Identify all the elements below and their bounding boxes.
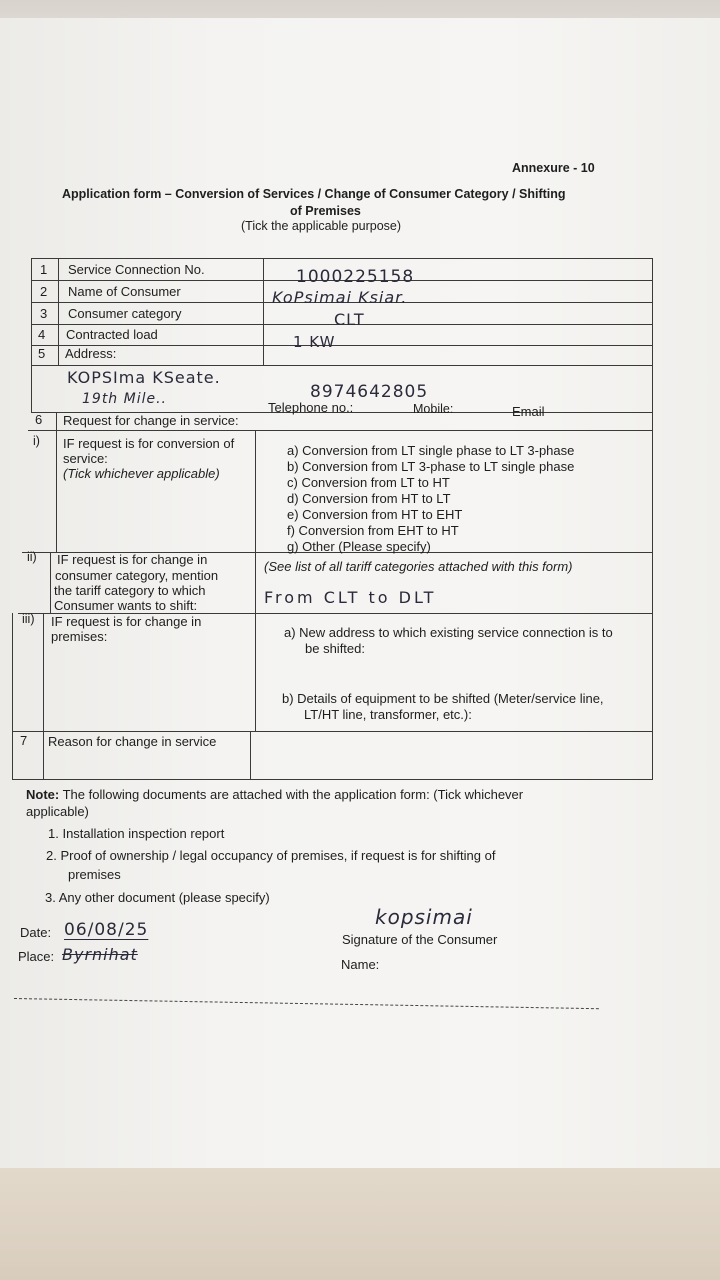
document-item-2: 2. Proof of ownership / legal occupancy of premises, if request is for shifting of bbox=[46, 848, 496, 863]
address-line-1: KOPSIma KSeate. bbox=[67, 368, 221, 387]
equipment-label: b) Details of equipment to be shifted (Meter/service line, bbox=[282, 691, 604, 706]
address-label: Address: bbox=[65, 346, 117, 361]
note-head: Note: bbox=[26, 787, 60, 802]
option-e[interactable]: e) Conversion from HT to EHT bbox=[287, 507, 463, 522]
new-address-label-2: be shifted: bbox=[305, 641, 365, 656]
date-label: Date: bbox=[20, 925, 52, 940]
consumer-name-label: Name of Consumer bbox=[68, 284, 181, 299]
consumer-name-value: KoPsimai Ksiar. bbox=[272, 288, 408, 307]
tariff-list-note: (See list of all tariff categories attached with this form) bbox=[264, 559, 573, 574]
contracted-load-label: Contracted load bbox=[66, 327, 158, 342]
row-1-number: 1 bbox=[40, 262, 48, 277]
row-6i-number: i) bbox=[33, 434, 40, 448]
place-label: Place: bbox=[18, 949, 55, 964]
form-title: Application form – Conversion of Services / Change of Consumer Category / Shifting bbox=[62, 187, 566, 201]
conversion-tick-hint: (Tick whichever applicable) bbox=[63, 466, 220, 481]
option-c[interactable]: c) Conversion from LT to HT bbox=[287, 475, 450, 490]
row-6ii-number: ii) bbox=[27, 550, 37, 564]
category-change-label: IF request is for change in bbox=[57, 552, 208, 567]
signature-value: kopsimai bbox=[375, 905, 473, 929]
form-subtitle: (Tick the applicable purpose) bbox=[241, 219, 402, 233]
floor-background bbox=[0, 1168, 720, 1280]
category-change-label-2: consumer category, mention bbox=[55, 568, 219, 583]
telephone-label: Telephone no.: bbox=[268, 400, 354, 415]
form-title-line2: of Premises bbox=[290, 204, 361, 218]
document-item-1: 1. Installation inspection report bbox=[48, 826, 225, 841]
option-d[interactable]: d) Conversion from HT to LT bbox=[287, 491, 451, 506]
category-change-label-3: the tariff category to which bbox=[54, 583, 206, 598]
service-connection-value: 1000225158 bbox=[296, 267, 415, 287]
row-6-number: 6 bbox=[35, 412, 43, 427]
option-f[interactable]: f) Conversion from EHT to HT bbox=[287, 523, 459, 538]
reason-label: Reason for change in service bbox=[48, 734, 217, 749]
date-value: 06/08/25 bbox=[64, 920, 149, 940]
new-address-label: a) New address to which existing service connection is to bbox=[284, 625, 613, 640]
mobile-value: 8974642805 bbox=[310, 382, 429, 402]
document-item-3: 3. Any other document (please specify) bbox=[45, 890, 270, 905]
row-6iii-number: iii) bbox=[22, 612, 35, 626]
request-change-label: Request for change in service: bbox=[63, 413, 239, 428]
premises-change-label-2: premises: bbox=[51, 629, 108, 644]
option-a[interactable]: a) Conversion from LT single phase to LT 3-phase bbox=[287, 443, 575, 458]
premises-change-label: IF request is for change in bbox=[51, 614, 202, 629]
mobile-label: Mobile: bbox=[413, 402, 454, 416]
name-label: Name: bbox=[341, 957, 380, 972]
equipment-label-2: LT/HT line, transformer, etc.): bbox=[304, 707, 472, 722]
conversion-label-2: service: bbox=[63, 451, 108, 466]
row-2-number: 2 bbox=[40, 284, 48, 299]
row-4-number: 4 bbox=[38, 327, 46, 342]
note-text bbox=[26, 787, 523, 802]
row-3-number: 3 bbox=[40, 306, 48, 321]
contracted-load-value: 1 KW bbox=[293, 333, 336, 351]
service-connection-label: Service Connection No. bbox=[68, 262, 205, 277]
document-item-2b: premises bbox=[68, 867, 121, 882]
consumer-category-label: Consumer category bbox=[68, 306, 182, 321]
signature-label: Signature of the Consumer bbox=[342, 932, 498, 947]
annexure-label: Annexure - 10 bbox=[512, 161, 595, 175]
option-b[interactable]: b) Conversion from LT 3-phase to LT single phase bbox=[287, 459, 575, 474]
conversion-label: IF request is for conversion of bbox=[63, 436, 235, 451]
row-7-number: 7 bbox=[20, 733, 28, 748]
option-g[interactable]: g) Other (Please specify) bbox=[287, 539, 431, 554]
address-line-2: 19th Mile.. bbox=[82, 391, 167, 407]
category-change-value: From CLT to DLT bbox=[264, 588, 437, 607]
email-label: Email bbox=[512, 404, 545, 419]
consumer-category-value: CLT bbox=[334, 310, 365, 329]
place-value: Byrnihat bbox=[62, 945, 138, 964]
row-5-number: 5 bbox=[38, 346, 46, 361]
note-text-2: applicable) bbox=[26, 804, 89, 819]
note-body: The following documents are attached with the application form: (Tick whichever bbox=[59, 787, 524, 802]
category-change-label-4: Consumer wants to shift: bbox=[54, 598, 198, 613]
